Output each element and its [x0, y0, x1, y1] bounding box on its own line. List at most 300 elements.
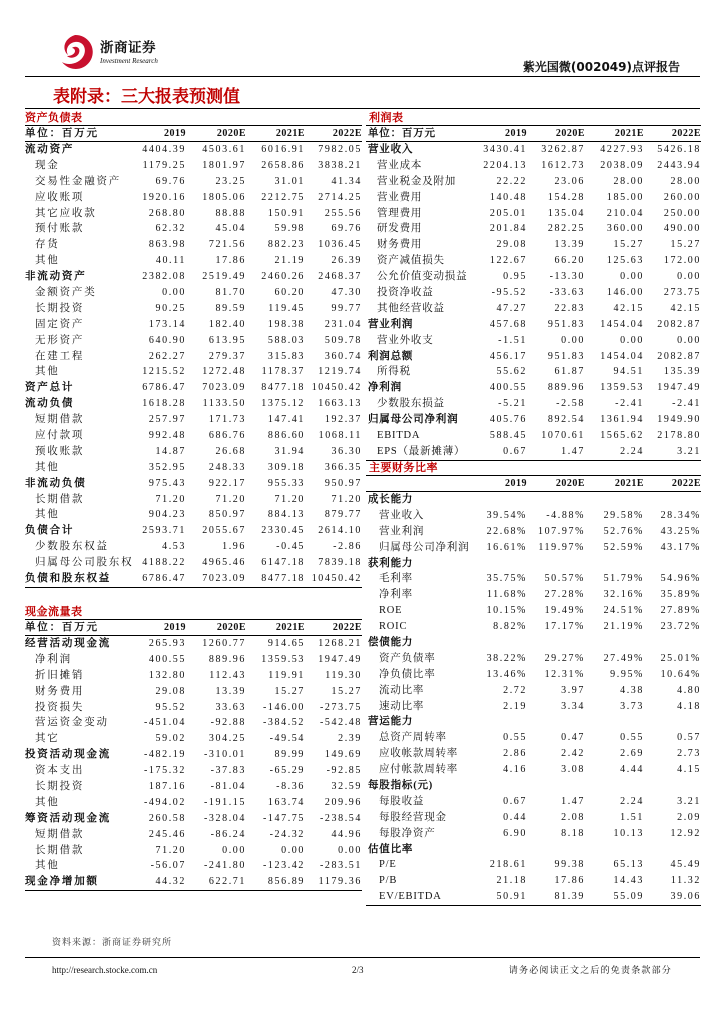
value-2019: 39.54%: [486, 509, 527, 521]
value-2019: 50.91: [496, 891, 527, 903]
table-row: [366, 730, 701, 746]
footer-divider: [25, 957, 700, 958]
value-2022e: 15.27: [331, 685, 362, 697]
row-label: 应收帐款周转率: [379, 748, 459, 760]
value-2019: 201.84: [489, 223, 527, 235]
table-body: [25, 142, 362, 588]
row-label: 营业收入: [379, 509, 425, 521]
row-label: 短期借款: [35, 828, 85, 840]
value-2020e: 89.59: [215, 302, 246, 314]
row-label: 其他: [35, 796, 60, 808]
value-2021e: 1359.53: [261, 653, 305, 665]
value-2021e: 2.24: [620, 445, 644, 457]
value-2021e: 2.24: [620, 795, 644, 807]
column-header-2022e: 2022E: [332, 128, 362, 139]
value-2022e: 209.96: [324, 796, 362, 808]
value-2019: 457.68: [489, 318, 527, 330]
value-2021e: 856.89: [267, 876, 305, 888]
table-row: [25, 492, 362, 508]
row-label: 非流动负债: [25, 477, 87, 489]
value-2022e: 172.00: [663, 255, 701, 267]
row-label: 非流动资产: [25, 271, 87, 283]
row-label: 投资损失: [35, 701, 85, 713]
value-2021e: 1454.04: [600, 350, 644, 362]
value-2022e: 5426.18: [657, 144, 701, 155]
value-2022e: 41.34: [331, 175, 362, 187]
header-spacer: [366, 476, 469, 491]
table-row: [366, 619, 701, 635]
value-2022e: 39.06: [670, 891, 701, 903]
value-2021e: 2038.09: [600, 159, 644, 171]
table-row: [366, 301, 701, 317]
group-row: [366, 714, 701, 730]
row-label: 偿债能力: [368, 637, 414, 649]
row-label: 资产减值损失: [377, 255, 445, 267]
row-label: 少数股东损益: [377, 398, 445, 410]
value-2020e: 622.71: [208, 876, 246, 888]
value-2021e: 882.23: [267, 239, 305, 251]
value-2020e: 26.68: [215, 445, 246, 457]
value-2020e: 248.33: [208, 461, 246, 473]
value-2021e: 1375.12: [261, 398, 305, 410]
value-2022e: 1947.49: [657, 382, 701, 394]
value-2019: 13.46%: [486, 668, 527, 680]
value-2022e: 71.20: [331, 493, 362, 505]
value-2021e: 15.27: [274, 685, 305, 697]
value-2021e: 1359.53: [600, 382, 644, 394]
table-row: [366, 174, 701, 190]
row-label: 营业费用: [377, 191, 423, 203]
row-label: 财务费用: [377, 239, 423, 251]
table-row: [366, 699, 701, 715]
table-title: 资产负债表: [25, 109, 362, 126]
value-2021e: 31.01: [274, 175, 305, 187]
row-label: 筹资活动现金流: [25, 812, 112, 824]
value-2021e: 94.51: [613, 366, 644, 378]
table-row: [366, 667, 701, 683]
row-label: 营业成本: [377, 159, 423, 171]
value-2022e: 10450.42: [311, 382, 362, 394]
value-2019: 265.93: [148, 638, 186, 649]
value-2022e: 250.00: [663, 207, 701, 219]
value-2022e: 0.00: [677, 271, 701, 283]
table-row: [366, 524, 701, 540]
value-2020e: 3.34: [561, 700, 585, 712]
unit-label: 单位：百万元: [25, 622, 99, 633]
table-title: 主要财务比率: [366, 459, 701, 476]
table-row: [25, 285, 362, 301]
row-label: 成长能力: [368, 494, 414, 505]
value-2021e: 2.69: [620, 748, 644, 760]
balance-sheet-table: [25, 109, 362, 588]
value-2019: -56.07: [150, 860, 186, 872]
value-2020e: 182.40: [208, 318, 246, 330]
column-header-2020e: 2020E: [216, 622, 246, 633]
value-2020e: 13.39: [215, 685, 246, 697]
table-row: [366, 190, 701, 206]
value-2020e: 17.17%: [544, 621, 585, 633]
value-2022e: 99.77: [331, 302, 362, 314]
value-2022e: 25.01%: [660, 652, 701, 664]
disclaimer-note: 请务必阅读正文之后的免责条款部分: [508, 965, 672, 975]
value-2021e: 210.04: [606, 207, 644, 219]
value-2020e: 99.38: [554, 859, 585, 871]
value-2020e: 0.00: [561, 334, 585, 346]
table-row: [25, 636, 362, 652]
table-row: [25, 364, 362, 380]
value-2020e: 3262.87: [541, 144, 585, 155]
value-2020e: 22.83: [554, 302, 585, 314]
value-2022e: 1947.49: [318, 653, 362, 665]
value-2020e: 2.08: [561, 811, 585, 823]
table-row: [25, 763, 362, 779]
cash-flow-table: [25, 603, 362, 891]
value-2022e: 4.15: [677, 764, 701, 776]
value-2020e: -81.04: [210, 781, 246, 793]
value-2020e: 23.06: [554, 175, 585, 187]
group-row: [366, 492, 701, 508]
value-2022e: 3838.21: [318, 159, 362, 171]
value-2022e: 366.35: [324, 461, 362, 473]
row-label: 估值比率: [368, 843, 414, 855]
row-label: 其他: [35, 509, 60, 521]
value-2019: 992.48: [148, 430, 186, 442]
table-title: 利润表: [366, 109, 701, 126]
value-2020e: 0.47: [561, 732, 585, 744]
value-2020e: 2519.49: [202, 271, 246, 283]
row-label: 其它应收款: [35, 207, 97, 219]
row-label: 固定资产: [35, 318, 85, 330]
value-2021e: -147.75: [262, 812, 305, 824]
value-2020e: 81.39: [554, 891, 585, 903]
value-2022e: 2.73: [677, 748, 701, 760]
table-row: [25, 142, 362, 158]
value-2020e: 7023.09: [202, 573, 246, 585]
value-2021e: 89.99: [274, 749, 305, 761]
row-label: 每股净资产: [379, 827, 436, 839]
row-label: P/E: [379, 859, 397, 871]
value-2020e: 171.73: [208, 414, 246, 426]
value-2020e: 1612.73: [541, 159, 585, 171]
row-label: 流动比率: [379, 684, 425, 696]
table-row: [25, 874, 362, 890]
value-2019: 62.32: [155, 223, 186, 235]
page-number: 2/3: [352, 965, 364, 975]
logo-icon: [56, 33, 94, 71]
value-2022e: 192.37: [324, 414, 362, 426]
table-row: [25, 190, 362, 206]
value-2019: 59.02: [155, 733, 186, 745]
row-label: 归属母公司净利润: [368, 414, 459, 426]
value-2020e: 1070.61: [541, 430, 585, 442]
value-2022e: 2178.80: [657, 430, 701, 442]
value-2022e: -2.86: [333, 541, 362, 553]
value-2021e: -384.52: [262, 717, 305, 729]
value-2022e: 231.04: [324, 318, 362, 330]
row-label: 流动资产: [25, 144, 75, 155]
row-label: 归属母公司净利润: [379, 541, 470, 553]
value-2020e: 951.83: [547, 318, 585, 330]
value-2022e: 273.75: [663, 287, 701, 299]
value-2021e: 1.51: [620, 811, 644, 823]
value-2020e: 45.04: [215, 223, 246, 235]
value-2022e: 42.15: [670, 302, 701, 314]
value-2020e: 1260.77: [202, 638, 246, 649]
value-2020e: 1.47: [561, 795, 585, 807]
row-label: 长期投资: [35, 781, 85, 793]
value-2021e: 52.76%: [603, 525, 644, 537]
value-2019: 35.75%: [486, 573, 527, 585]
value-2022e: 119.30: [325, 669, 362, 681]
value-2022e: 0.00: [677, 334, 701, 346]
column-header-2022e: 2022E: [332, 622, 362, 633]
brand-name: 浙商证券: [100, 40, 156, 56]
row-label: 公允价值变动损益: [377, 271, 468, 283]
value-2019: 71.20: [155, 844, 186, 856]
table-row: [25, 827, 362, 843]
column-header-2019: 2019: [164, 128, 186, 139]
value-2019: 4404.39: [142, 144, 186, 155]
value-2019: 260.58: [148, 812, 186, 824]
value-2021e: 315.83: [267, 350, 305, 362]
value-2021e: 59.98: [274, 223, 305, 235]
table-row: [25, 668, 362, 684]
value-2021e: 31.94: [274, 445, 305, 457]
value-2021e: 8477.18: [261, 573, 305, 585]
value-2021e: 1178.37: [261, 366, 305, 378]
value-2019: 400.55: [148, 653, 186, 665]
value-2022e: -283.51: [319, 860, 362, 872]
value-2022e: 0.00: [338, 844, 362, 856]
value-2022e: 2714.25: [318, 191, 362, 203]
row-label: 折旧摊销: [35, 669, 85, 681]
value-2021e: 42.15: [613, 302, 644, 314]
value-2022e: -2.41: [672, 398, 701, 410]
value-2022e: -542.48: [319, 717, 362, 729]
row-label: EV/EBITDA: [379, 891, 442, 903]
table-row: [366, 349, 701, 365]
value-2021e: 0.00: [620, 271, 644, 283]
value-2019: 29.08: [155, 685, 186, 697]
value-2022e: 7982.05: [318, 144, 362, 155]
table-row: [25, 333, 362, 349]
table-row: [366, 603, 701, 619]
value-2019: 40.11: [155, 255, 186, 267]
row-label: 财务费用: [35, 685, 85, 697]
value-2020e: 50.57%: [544, 573, 585, 585]
value-2019: 95.52: [155, 701, 186, 713]
row-label: 营业税金及附加: [377, 175, 457, 187]
value-2019: 44.32: [155, 876, 186, 888]
table-row: [25, 174, 362, 190]
row-label: 资产总计: [25, 382, 75, 394]
value-2020e: 721.56: [208, 239, 246, 251]
row-label: 毛利率: [379, 573, 413, 585]
row-label: 研发费用: [377, 223, 423, 235]
column-header-2022e: 2022E: [671, 128, 701, 139]
value-2022e: 950.97: [324, 477, 362, 489]
value-2019: 47.27: [496, 302, 527, 314]
value-2019: 6.90: [503, 827, 527, 839]
row-label: EPS（最新摊薄）: [377, 445, 466, 457]
value-2021e: 71.20: [274, 493, 305, 505]
value-2022e: 43.25%: [660, 525, 701, 537]
value-2021e: 185.00: [606, 191, 644, 203]
value-2021e: 163.74: [267, 796, 305, 808]
value-2019: 218.61: [489, 859, 527, 871]
value-2021e: 2212.75: [261, 191, 305, 203]
value-2019: 975.43: [148, 477, 186, 489]
value-2020e: 889.96: [547, 382, 585, 394]
table-row: [366, 810, 701, 826]
value-2021e: -123.42: [262, 860, 305, 872]
value-2019: 0.67: [503, 795, 527, 807]
row-label: 其他经营收益: [377, 302, 445, 314]
row-label: 经营活动现金流: [25, 638, 112, 649]
value-2022e: 26.39: [331, 255, 362, 267]
footer-url-link[interactable]: http://research.stocke.com.cn: [52, 965, 158, 975]
value-2022e: 28.00: [670, 175, 701, 187]
value-2021e: 2330.45: [261, 525, 305, 537]
value-2020e: 107.97%: [537, 525, 585, 537]
value-2019: 3430.41: [483, 144, 527, 155]
table-row: [25, 460, 362, 476]
table-row: [366, 873, 701, 889]
row-label: 金额资产类: [35, 287, 97, 299]
value-2019: 8.82%: [493, 621, 527, 633]
row-label: 净利率: [379, 589, 413, 601]
table-row: [25, 444, 362, 460]
value-2022e: 36.30: [331, 445, 362, 457]
row-label: 投资净收益: [377, 287, 434, 299]
value-2020e: 3.08: [561, 764, 585, 776]
table-body: [25, 636, 362, 891]
column-header-2021e: 2021E: [275, 622, 305, 633]
table-row: [25, 539, 362, 555]
row-label: 预付账款: [35, 223, 85, 235]
row-label: 其他: [35, 366, 60, 378]
value-2020e: 279.37: [208, 350, 246, 362]
value-2020e: 889.96: [208, 653, 246, 665]
table-row: [366, 253, 701, 269]
value-2022e: 2.09: [677, 811, 701, 823]
value-2020e: 4503.61: [202, 144, 246, 155]
value-2021e: 32.16%: [603, 589, 644, 601]
value-2022e: 135.39: [663, 366, 701, 378]
value-2019: 2204.13: [483, 159, 527, 171]
row-label: 预收账款: [35, 445, 85, 457]
value-2022e: 255.56: [324, 207, 362, 219]
row-label: 管理费用: [377, 207, 423, 219]
value-2022e: 149.69: [324, 749, 362, 761]
row-label: 营业利润: [368, 318, 414, 330]
value-2020e: -2.58: [556, 398, 585, 410]
value-2021e: 2658.86: [261, 159, 305, 171]
value-2019: 262.27: [148, 350, 186, 362]
row-label: 现金净增加额: [25, 876, 99, 888]
value-2021e: 29.58%: [603, 509, 644, 521]
value-2019: 2.86: [503, 748, 527, 760]
row-label: 长期借款: [35, 493, 85, 505]
table-header-row: [25, 620, 362, 636]
value-2020e: -86.24: [210, 828, 246, 840]
table-row: [25, 301, 362, 317]
value-2019: 0.67: [503, 445, 527, 457]
value-2019: 2382.08: [142, 271, 186, 283]
table-row: [366, 333, 701, 349]
value-2021e: 309.18: [267, 461, 305, 473]
table-row: [366, 857, 701, 873]
table-row: [366, 269, 701, 285]
table-row: [366, 762, 701, 778]
value-2021e: 198.38: [267, 318, 305, 330]
value-2019: 187.16: [148, 781, 186, 793]
table-row: [25, 380, 362, 396]
table-row: [25, 571, 362, 587]
value-2019: 245.46: [148, 828, 186, 840]
row-label: 获利能力: [368, 557, 414, 569]
row-label: 负债和股东权益: [25, 573, 112, 585]
value-2022e: -238.54: [319, 812, 362, 824]
value-2021e: 4227.93: [600, 144, 644, 155]
value-2020e: 922.17: [208, 477, 246, 489]
row-label: 其他: [35, 255, 60, 267]
value-2019: 2.72: [503, 684, 527, 696]
value-2022e: 3.21: [677, 795, 701, 807]
row-label: 每股经营现金: [379, 811, 447, 823]
table-row: [25, 317, 362, 333]
value-2021e: 21.19: [274, 255, 305, 267]
row-label: 短期借款: [35, 414, 85, 426]
table-row: [366, 651, 701, 667]
value-2020e: 1805.06: [202, 191, 246, 203]
value-2021e: 884.13: [267, 509, 305, 521]
value-2021e: 119.91: [268, 669, 305, 681]
row-label: ROIC: [379, 621, 408, 633]
value-2020e: -37.83: [210, 765, 246, 777]
value-2021e: 886.60: [267, 430, 305, 442]
value-2019: -5.21: [498, 398, 527, 410]
value-2021e: 3.73: [620, 700, 644, 712]
value-2020e: 23.25: [215, 175, 246, 187]
value-2019: 268.80: [148, 207, 186, 219]
row-label: 长期借款: [35, 844, 85, 856]
row-label: 其他: [35, 461, 60, 473]
value-2019: 14.87: [155, 445, 186, 457]
value-2019: 22.68%: [486, 525, 527, 537]
value-2020e: 3.97: [561, 684, 585, 696]
table-header-row: [366, 126, 701, 142]
value-2021e: 6147.18: [261, 557, 305, 569]
value-2021e: 588.03: [267, 334, 305, 346]
value-2020e: 2.42: [561, 748, 585, 760]
table-row: [25, 811, 362, 827]
value-2020e: 951.83: [547, 350, 585, 362]
value-2021e: 0.00: [620, 334, 644, 346]
value-2019: -95.52: [491, 287, 527, 299]
table-row: [25, 858, 362, 874]
value-2021e: 2460.26: [261, 271, 305, 283]
column-header-2019: 2019: [505, 128, 527, 139]
table-row: [366, 508, 701, 524]
value-2022e: 11.32: [670, 875, 701, 887]
value-2022e: 45.49: [670, 859, 701, 871]
unit-label: 单位：百万元: [25, 128, 99, 139]
row-label: 总资产周转率: [379, 732, 447, 744]
value-2019: 16.61%: [486, 541, 527, 553]
value-2022e: 23.72%: [660, 621, 701, 633]
row-label: ROE: [379, 605, 403, 617]
